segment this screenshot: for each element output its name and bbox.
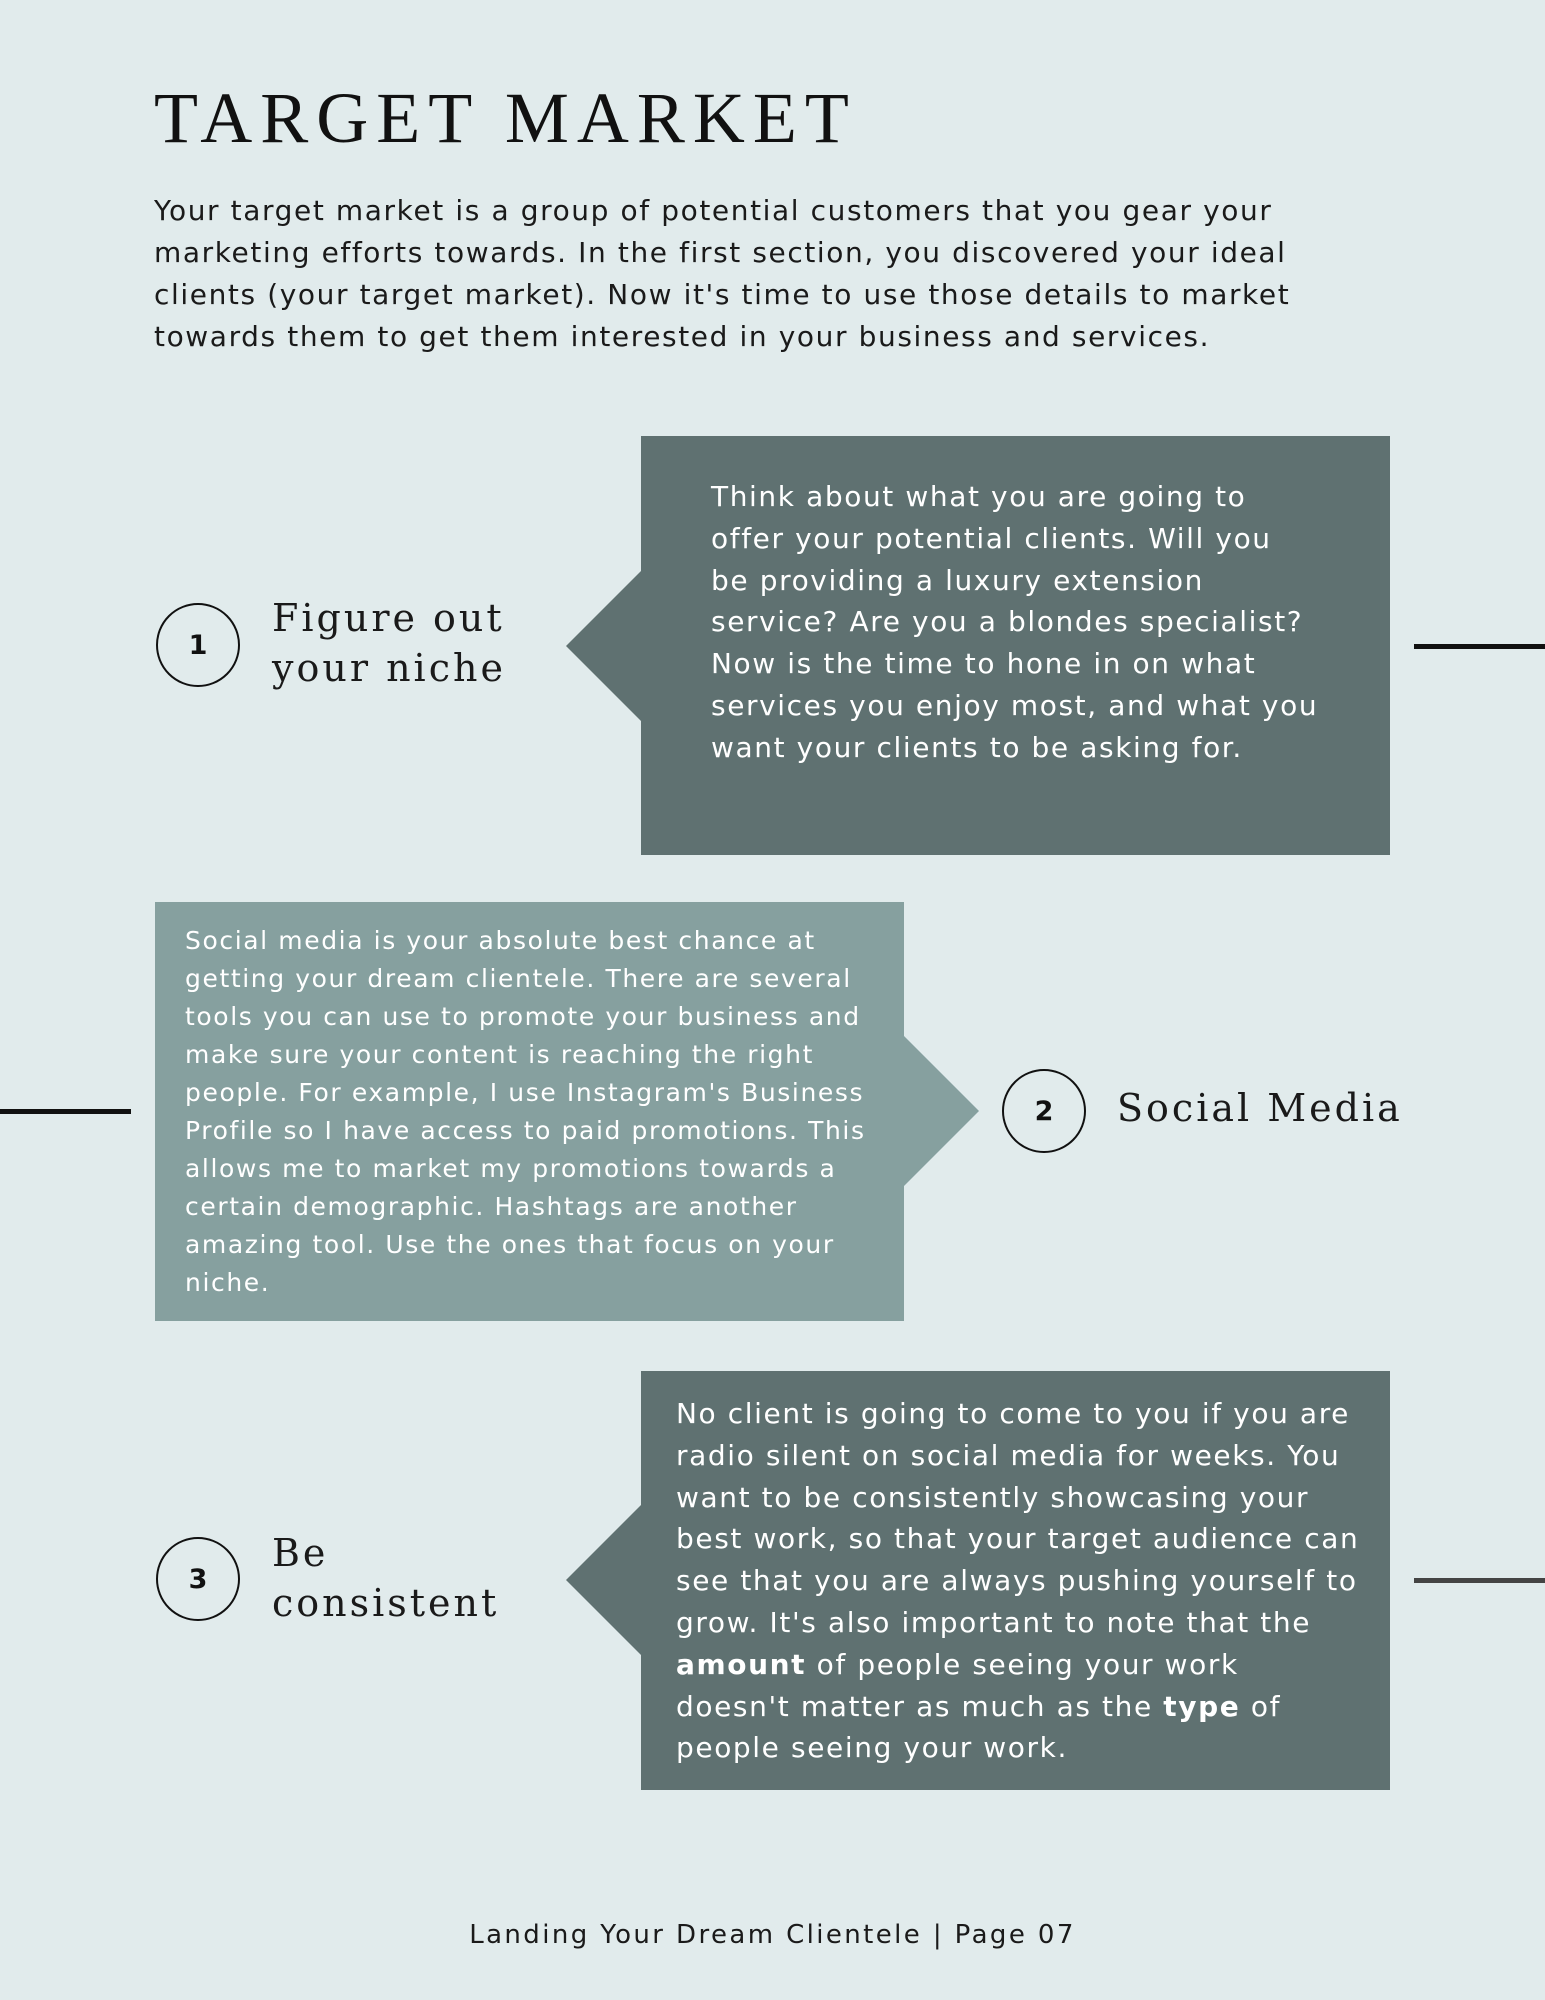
step-2-number-circle [1002, 1069, 1086, 1153]
step-1-pointer [566, 571, 641, 721]
step-1-number: 1 [188, 629, 208, 661]
step-2-number: 2 [1034, 1095, 1054, 1127]
step-3-number-circle [156, 1537, 240, 1621]
step-2-label: Social Media [1117, 1086, 1403, 1130]
intro-paragraph: Your target market is a group of potential customers that you gear your marketing efforts towards. In the first section, you discovered your ideal clients (your target market). Now it's time to use those details to market towards them to get them interested in your business and services. [154, 194, 1291, 353]
step-3-text-bold-type: type [1163, 1689, 1241, 1723]
page-title: TARGET MARKET [154, 78, 857, 158]
page-footer: Landing Your Dream Clientele | Page 07 [469, 1920, 1076, 1950]
step-3-text-bold-amount: amount [676, 1647, 807, 1681]
step-1-label-line1: Figure out [272, 596, 505, 640]
step-1-label [272, 593, 506, 693]
step-3-text-part2: of people seeing your work doesn't matter as much as the [676, 1647, 1239, 1723]
step-2-text: Social media is your absolute best chance at getting your dream clientele. There are several tools you can use to promote your business and make sure your content is reaching the right people. For example, I use Instagram's Business Profile so I have access to paid promotions. This allows me to market my promotions towards a certain demographic. Hashtags are another amazing tool. Use the ones that focus on your niche. [185, 926, 866, 1297]
step-1-text: Think about what you are going to offer your potential clients. Will you be providing a luxury extension service? Are you a blondes specialist? Now is the time to hone in on what services you enjoy most, and what you want your clients to be asking for. [711, 480, 1319, 764]
step-1-divider-line [1414, 644, 1545, 649]
step-2-pointer [904, 1036, 979, 1186]
step-3-text-part1: No client is going to come to you if you are radio silent on social media for weeks. You want to be consistently showcasing your best work, so that your target audience can see that you are always pushing yourself to grow. It's also important to note that the [676, 1397, 1360, 1639]
step-3-divider-line [1414, 1578, 1545, 1583]
step-3-text-part3: of people seeing your work. [676, 1689, 1282, 1765]
step-1-text-box [641, 436, 1390, 855]
step-2-text-box [155, 902, 904, 1321]
step-3-number: 3 [188, 1563, 208, 1595]
step-2-divider-line [0, 1109, 131, 1114]
step-3-label [272, 1528, 499, 1628]
step-3-text-box [641, 1371, 1390, 1790]
step-3-pointer [566, 1505, 641, 1655]
step-3-label-line2: consistent [272, 1581, 500, 1625]
step-1-number-circle [156, 603, 240, 687]
step-3-text [676, 1393, 1360, 1769]
step-3-label-line1: Be [272, 1531, 329, 1575]
step-1-label-line2: your niche [272, 646, 506, 690]
